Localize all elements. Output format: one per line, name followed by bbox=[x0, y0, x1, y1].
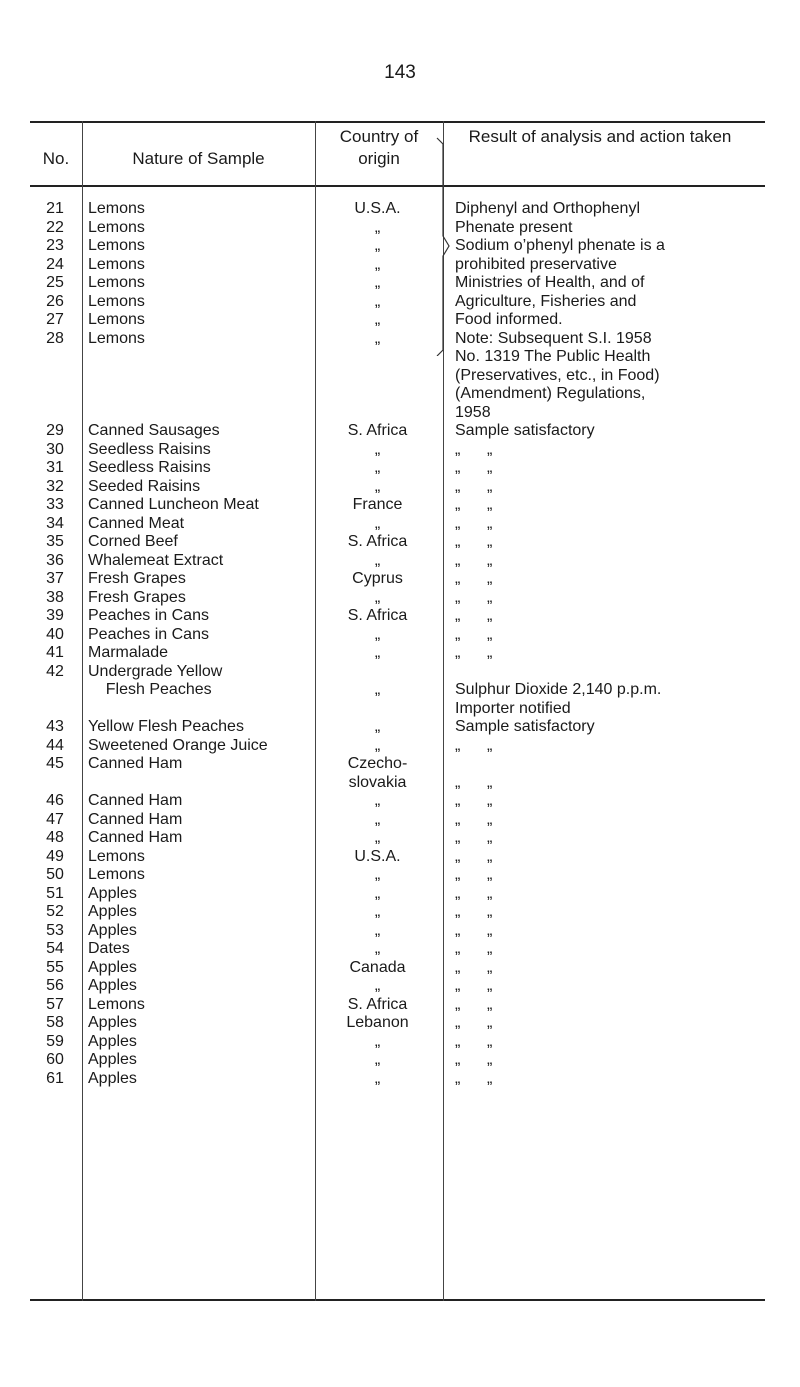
country-of-origin: „ bbox=[374, 274, 381, 291]
row-number: 44 bbox=[46, 736, 64, 754]
row-number: 23 bbox=[46, 237, 64, 254]
row-number: 40 bbox=[46, 625, 64, 643]
sample-nature: Canned Ham bbox=[88, 792, 183, 809]
country-of-origin: „ bbox=[374, 1051, 381, 1068]
analysis-result: „ „ bbox=[455, 644, 493, 661]
country-of-origin: „ bbox=[374, 477, 381, 495]
row-number: 56 bbox=[46, 977, 64, 994]
analysis-result: 1958 bbox=[455, 403, 491, 421]
sample-nature: Lemons bbox=[88, 237, 145, 254]
column-divider bbox=[82, 121, 83, 1301]
country-of-origin: „ bbox=[374, 829, 381, 846]
country-of-origin: Lebanon bbox=[346, 1014, 409, 1031]
sample-nature: Lemons bbox=[88, 866, 145, 883]
row-number: 50 bbox=[46, 866, 64, 883]
row-number: 43 bbox=[46, 718, 64, 735]
analysis-result: Note: Subsequent S.I. 1958 bbox=[455, 329, 652, 347]
analysis-result: „ „ bbox=[455, 1051, 493, 1068]
analysis-result: „ „ bbox=[455, 496, 493, 513]
analysis-result: „ „ bbox=[455, 940, 493, 957]
country-of-origin: „ bbox=[374, 292, 381, 310]
sample-nature: Canned Luncheon Meat bbox=[88, 496, 259, 513]
sample-nature: Marmalade bbox=[88, 644, 169, 661]
country-of-origin: „ bbox=[374, 681, 381, 698]
country-of-origin: U.S.A. bbox=[354, 200, 401, 217]
analysis-result: Diphenyl and Orthophenyl bbox=[455, 200, 641, 217]
row-number: 33 bbox=[46, 496, 64, 513]
row-number: 58 bbox=[46, 1014, 64, 1031]
analysis-result: „ „ bbox=[455, 588, 493, 606]
sample-nature: Corned Beef bbox=[88, 533, 178, 550]
analysis-result: Sample satisfactory bbox=[455, 718, 595, 735]
country-of-origin: „ bbox=[374, 940, 381, 957]
analysis-result: No. 1319 The Public Health bbox=[455, 348, 651, 365]
analysis-result: „ „ bbox=[455, 736, 493, 754]
table-top-rule bbox=[30, 121, 765, 123]
row-number: 38 bbox=[46, 588, 64, 606]
sample-nature: Apples bbox=[88, 958, 137, 976]
analysis-result: „ „ bbox=[455, 903, 493, 920]
analysis-result: „ „ bbox=[455, 570, 493, 587]
analysis-result: (Amendment) Regulations, bbox=[455, 385, 646, 402]
row-number: 48 bbox=[46, 829, 64, 846]
row-number: 35 bbox=[46, 533, 64, 550]
analysis-result: prohibited preservative bbox=[455, 255, 617, 273]
analysis-result: „ „ bbox=[455, 884, 493, 902]
country-of-origin: S. Africa bbox=[347, 995, 408, 1013]
sample-nature: Lemons bbox=[88, 255, 145, 273]
sample-nature: Lemons bbox=[88, 274, 145, 291]
sample-nature: Canned Meat bbox=[88, 514, 185, 532]
analysis-result: Sulphur Dioxide 2,140 p.p.m. bbox=[455, 681, 662, 698]
row-number: 61 bbox=[46, 1069, 64, 1087]
header-nature: Nature of Sample bbox=[132, 149, 265, 168]
analysis-result: „ „ bbox=[455, 773, 493, 791]
row-number: 31 bbox=[46, 459, 64, 476]
sample-nature: Apples bbox=[88, 884, 137, 902]
country-of-origin: U.S.A. bbox=[354, 847, 401, 865]
country-of-origin: „ bbox=[374, 644, 381, 661]
analysis-result: Sample satisfactory bbox=[455, 422, 595, 439]
analysis-result: „ „ bbox=[455, 847, 493, 865]
sample-nature: Seedless Raisins bbox=[88, 440, 211, 458]
country-of-origin: „ bbox=[374, 255, 381, 273]
analysis-result: Ministries of Health, and of bbox=[455, 274, 645, 291]
country-of-origin: „ bbox=[374, 736, 381, 754]
row-number: 57 bbox=[46, 995, 64, 1013]
row-number: 21 bbox=[46, 200, 64, 217]
sample-nature: Peaches in Cans bbox=[88, 625, 209, 643]
row-number: 22 bbox=[46, 218, 64, 236]
country-of-origin: „ bbox=[374, 718, 381, 735]
row-number: 42 bbox=[46, 662, 64, 680]
analysis-result: Sodium o’phenyl phenate is a bbox=[455, 237, 665, 254]
row-number: 49 bbox=[46, 847, 64, 865]
sample-nature: Apples bbox=[88, 903, 137, 920]
sample-nature: Canned Ham bbox=[88, 810, 183, 828]
country-of-origin: „ bbox=[374, 810, 381, 828]
row-number: 53 bbox=[46, 921, 64, 939]
country-of-origin: „ bbox=[374, 921, 381, 939]
row-number: 26 bbox=[46, 292, 64, 310]
country-of-origin: S. Africa bbox=[347, 422, 408, 439]
sample-nature: Seedless Raisins bbox=[88, 459, 211, 476]
sample-nature: Lemons bbox=[88, 200, 145, 217]
country-of-origin: S. Africa bbox=[347, 607, 408, 624]
country-of-origin: Canada bbox=[349, 958, 406, 976]
analysis-result: „ „ bbox=[455, 1014, 493, 1031]
analysis-result: „ „ bbox=[455, 792, 493, 809]
row-number: 29 bbox=[46, 422, 64, 439]
sample-nature: Lemons bbox=[88, 218, 145, 236]
analysis-result: „ „ bbox=[455, 607, 493, 624]
analysis-result: „ „ bbox=[455, 533, 493, 550]
sample-nature: Yellow Flesh Peaches bbox=[88, 718, 244, 735]
country-of-origin: „ bbox=[374, 218, 381, 236]
sample-nature: Canned Ham bbox=[88, 755, 183, 772]
analysis-result: „ „ bbox=[455, 440, 493, 458]
sample-nature: Canned Sausages bbox=[88, 422, 220, 439]
header-result: Result of analysis and action taken bbox=[468, 127, 732, 146]
sample-nature: Whalemeat Extract bbox=[88, 551, 224, 569]
sample-nature: Canned Ham bbox=[88, 829, 183, 846]
row-number: 24 bbox=[46, 255, 64, 273]
row-number: 59 bbox=[46, 1032, 64, 1050]
country-of-origin: „ bbox=[374, 588, 381, 606]
country-of-origin: „ bbox=[374, 866, 381, 883]
sample-nature: Apples bbox=[88, 1032, 137, 1050]
country-of-origin: „ bbox=[374, 1069, 381, 1087]
sample-nature: Lemons bbox=[88, 329, 145, 347]
row-number: 47 bbox=[46, 810, 64, 828]
country-of-origin: „ bbox=[374, 329, 381, 347]
country-of-origin: „ bbox=[374, 625, 381, 643]
analysis-result: „ „ bbox=[455, 551, 493, 569]
row-number: 39 bbox=[46, 607, 64, 624]
analysis-result: „ „ bbox=[455, 1069, 493, 1087]
country-of-origin: „ bbox=[374, 903, 381, 920]
analysis-result: Agriculture, Fisheries and bbox=[455, 292, 637, 310]
analysis-result: Phenate present bbox=[455, 218, 573, 236]
header-origin: Country of origin bbox=[339, 127, 419, 168]
analysis-result: „ „ bbox=[455, 810, 493, 828]
sample-nature: Lemons bbox=[88, 292, 145, 310]
sample-nature: Dates bbox=[88, 940, 130, 957]
sample-nature: Apples bbox=[88, 1014, 137, 1031]
row-number: 45 bbox=[46, 755, 64, 772]
country-of-origin: „ bbox=[374, 551, 381, 569]
country-of-origin: „ bbox=[374, 459, 381, 476]
row-number: 54 bbox=[46, 940, 64, 957]
row-number: 41 bbox=[46, 644, 64, 661]
analysis-result: „ „ bbox=[455, 921, 493, 939]
sample-nature: Undergrade Yellow bbox=[88, 662, 223, 680]
sample-nature: Lemons bbox=[88, 847, 145, 865]
row-number: 55 bbox=[46, 958, 64, 976]
sample-nature: Flesh Peaches bbox=[88, 681, 212, 698]
country-of-origin: slovakia bbox=[348, 773, 407, 791]
country-of-origin: „ bbox=[374, 237, 381, 254]
country-of-origin: Czecho- bbox=[347, 755, 408, 772]
row-number: 25 bbox=[46, 274, 64, 291]
row-number: 46 bbox=[46, 792, 64, 809]
analysis-result: „ „ bbox=[455, 477, 493, 495]
sample-nature: Apples bbox=[88, 1051, 137, 1068]
country-of-origin: „ bbox=[374, 1032, 381, 1050]
sample-nature: Apples bbox=[88, 921, 137, 939]
country-of-origin: „ bbox=[374, 792, 381, 809]
row-number: 30 bbox=[46, 440, 64, 458]
country-of-origin: Cyprus bbox=[352, 570, 403, 587]
row-number: 32 bbox=[46, 477, 64, 495]
row-number: 36 bbox=[46, 551, 64, 569]
analysis-result: Importer notified bbox=[455, 699, 571, 717]
header-rule bbox=[30, 185, 765, 187]
page-number: 143 bbox=[384, 62, 416, 83]
analysis-result: „ „ bbox=[455, 829, 493, 846]
country-of-origin: „ bbox=[374, 514, 381, 532]
country-of-origin: „ bbox=[374, 884, 381, 902]
analysis-result: „ „ bbox=[455, 514, 493, 532]
analysis-result: „ „ bbox=[455, 958, 493, 976]
sample-nature: Peaches in Cans bbox=[88, 607, 209, 624]
analysis-result: „ „ bbox=[455, 459, 493, 476]
sample-nature: Fresh Grapes bbox=[88, 570, 186, 587]
sample-nature: Fresh Grapes bbox=[88, 588, 186, 606]
country-of-origin: „ bbox=[374, 977, 381, 994]
sample-nature: Sweetened Orange Juice bbox=[88, 736, 268, 754]
country-of-origin: France bbox=[352, 496, 403, 513]
country-of-origin: S. Africa bbox=[347, 533, 408, 550]
analysis-result: Food informed. bbox=[455, 311, 563, 328]
sample-nature: Seeded Raisins bbox=[88, 477, 201, 495]
analysis-result: „ „ bbox=[455, 977, 493, 994]
row-number: 28 bbox=[46, 329, 64, 347]
sample-nature: Lemons bbox=[88, 311, 145, 328]
analysis-result: „ „ bbox=[455, 1032, 493, 1050]
table-bottom-rule bbox=[30, 1299, 765, 1301]
header-no: No. bbox=[42, 149, 70, 168]
samples-table bbox=[30, 121, 765, 1301]
analysis-result: (Preservatives, etc., in Food) bbox=[455, 366, 660, 384]
row-number: 51 bbox=[46, 884, 64, 902]
country-of-origin: „ bbox=[374, 440, 381, 458]
row-number: 60 bbox=[46, 1051, 64, 1068]
sample-nature: Apples bbox=[88, 1069, 137, 1087]
analysis-result: „ „ bbox=[455, 995, 493, 1013]
row-number: 27 bbox=[46, 311, 64, 328]
country-of-origin: „ bbox=[374, 311, 381, 328]
analysis-result: „ „ bbox=[455, 625, 493, 643]
sample-nature: Lemons bbox=[88, 995, 145, 1013]
row-number: 37 bbox=[46, 570, 64, 587]
sample-nature: Apples bbox=[88, 977, 137, 994]
analysis-result: „ „ bbox=[455, 866, 493, 883]
row-number: 34 bbox=[46, 514, 64, 532]
row-number: 52 bbox=[46, 903, 64, 920]
